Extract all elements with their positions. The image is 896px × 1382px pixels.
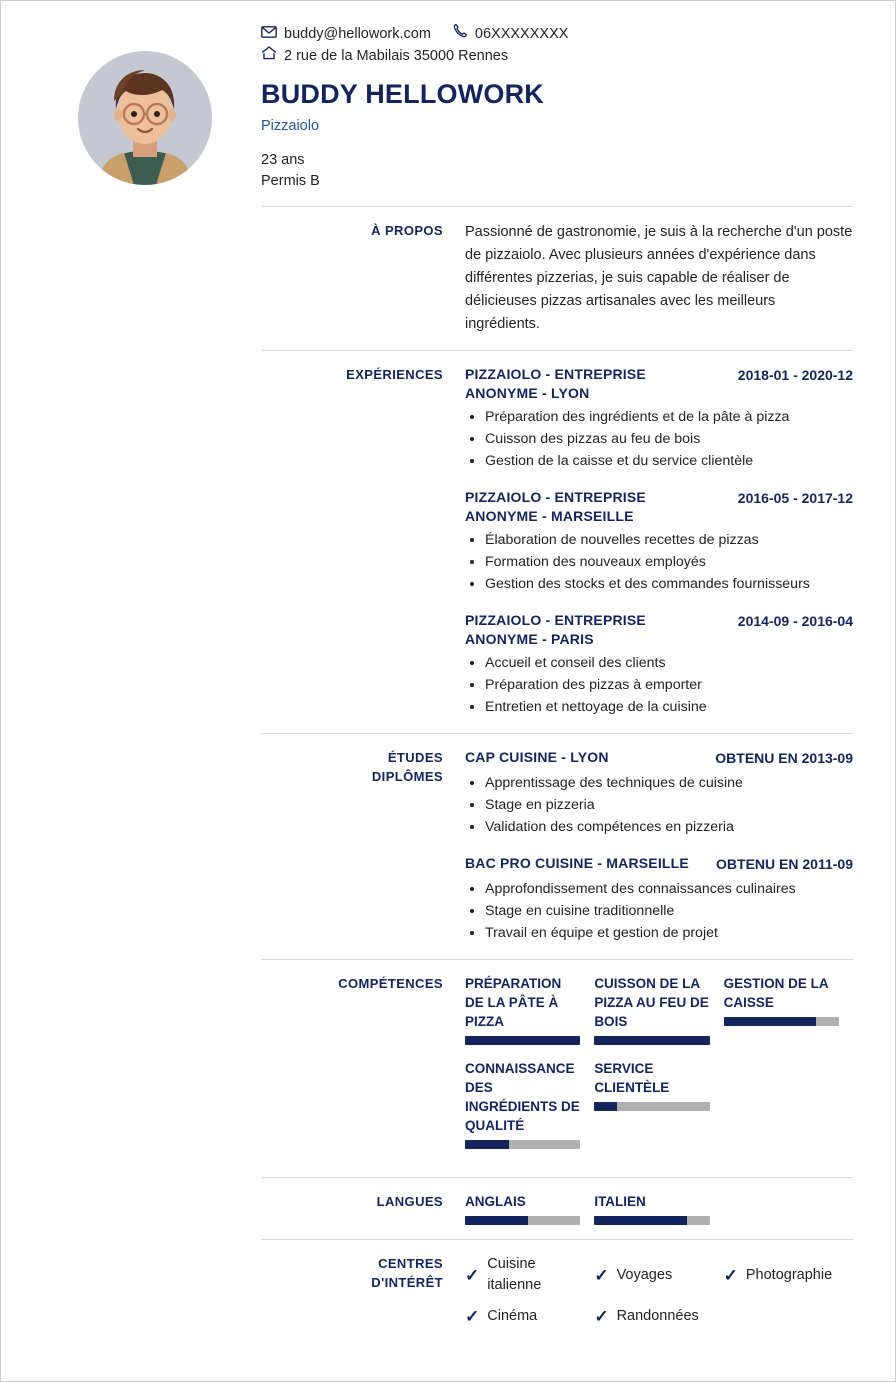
- education-date: OBTENU EN 2013-09: [715, 750, 853, 766]
- experience-bullets: [465, 530, 853, 595]
- section-interests: [261, 1239, 853, 1351]
- section-languages: [261, 1177, 853, 1239]
- education-date: OBTENU EN 2011-09: [716, 856, 853, 872]
- phone-icon: [453, 23, 468, 45]
- experience-head: [465, 488, 853, 526]
- section-label-education-line2: DIPLÔMES: [371, 769, 443, 784]
- language-spacer: [724, 1192, 853, 1225]
- list-item: • Gestion des stocks et des commandes fournisseurs: [485, 574, 853, 595]
- interest-item: [465, 1306, 594, 1327]
- email-line: [261, 23, 431, 45]
- section-experiences: [261, 350, 853, 733]
- section-about: [261, 206, 853, 350]
- skill-item: [465, 1059, 594, 1149]
- skill-bar: [465, 1036, 580, 1045]
- experience-date: 2016-05 - 2017-12: [737, 490, 853, 506]
- list-item: • Validation des compétences en pizzeria: [485, 817, 853, 838]
- about-text: Passionné de gastronomie, je suis à la recherche d'un poste de pizzaiolo. Avec plusieurs années d'expérience dans différentes pizzerias, je suis capable de réaliser de délicieuses pizzas artisanales avec les meilleurs ingrédients.: [465, 224, 853, 332]
- home-icon: [261, 45, 277, 67]
- language-bar: [594, 1216, 709, 1225]
- skill-item: [465, 974, 594, 1045]
- skill-name: GESTION DE LA CAISSE: [723, 976, 829, 1010]
- age-text: 23 ans: [261, 152, 305, 168]
- education-head: [465, 854, 853, 875]
- language-name: ITALIEN: [594, 1194, 646, 1209]
- skills-grid: [465, 974, 853, 1163]
- email-text: buddy@hellowork.com: [284, 26, 431, 42]
- list-item: • Apprentissage des techniques de cuisine: [485, 773, 853, 794]
- experience-item: [465, 365, 853, 472]
- experience-title: PIZZAIOLO - ENTREPRISE ANONYME - LYON: [465, 366, 646, 401]
- section-label-education: [261, 748, 465, 945]
- interest-label: Randonnées: [616, 1308, 699, 1324]
- check-icon: ✓: [594, 1265, 609, 1285]
- address-text: 2 rue de la Mabilais 35000 Rennes: [284, 48, 509, 64]
- avatar: [78, 51, 212, 185]
- experience-item: [465, 611, 853, 718]
- experience-date: 2018-01 - 2020-12: [737, 367, 853, 383]
- interest-item: [594, 1254, 723, 1296]
- skill-item: [594, 974, 723, 1045]
- interests-body: [465, 1254, 853, 1337]
- skill-bar: [724, 1017, 839, 1026]
- languages-body: [465, 1192, 853, 1225]
- check-icon: ✓: [465, 1265, 480, 1285]
- experience-date: 2014-09 - 2016-04: [737, 613, 853, 629]
- section-label-interests-line1: CENTRES: [378, 1256, 443, 1271]
- language-bar: [465, 1216, 580, 1225]
- section-label-about: À PROPOS: [371, 223, 443, 238]
- envelope-icon: [261, 23, 277, 45]
- avatar-illustration: [78, 51, 212, 185]
- list-item: • Élaboration de nouvelles recettes de pizzas: [485, 530, 853, 551]
- phone-line: [453, 23, 569, 45]
- list-item: • Entretien et nettoyage de la cuisine: [485, 697, 853, 718]
- language-bar-fill: [465, 1216, 528, 1225]
- skill-bar-fill: [594, 1036, 709, 1045]
- job-title: Pizzaiolo: [261, 118, 320, 134]
- interest-label: Cinéma: [487, 1308, 538, 1324]
- address-line: [261, 45, 853, 67]
- personal-meta: [261, 150, 853, 192]
- section-label-interests-line2: D'INTÉRÊT: [371, 1275, 443, 1290]
- interest-label: Voyages: [616, 1266, 673, 1283]
- language-item: [465, 1192, 594, 1225]
- skill-bar-fill: [594, 1102, 617, 1111]
- education-title: CAP CUISINE - LYON: [465, 749, 609, 765]
- cv-root: [29, 23, 853, 1351]
- languages-grid: [465, 1192, 853, 1225]
- experiences-list: [465, 365, 853, 719]
- list-item: • Stage en cuisine traditionnelle: [485, 901, 853, 922]
- experience-title: PIZZAIOLO - ENTREPRISE ANONYME - MARSEILLE: [465, 489, 646, 524]
- photo-column: [29, 23, 261, 185]
- experience-bullets: [465, 653, 853, 718]
- section-education: [261, 733, 853, 959]
- education-bullets: [465, 773, 853, 838]
- page-title: BUDDY HELLOWORK: [261, 79, 544, 109]
- skill-bar: [465, 1140, 580, 1149]
- skill-bar-fill: [724, 1017, 816, 1026]
- list-item: • Approfondissement des connaissances culinaires: [485, 879, 853, 900]
- list-item: • Cuisson des pizzas au feu de bois: [485, 429, 853, 450]
- check-icon: ✓: [723, 1265, 738, 1285]
- skill-bar: [594, 1102, 709, 1111]
- skill-bar: [594, 1036, 709, 1045]
- list-item: • Préparation des pizzas à emporter: [485, 675, 853, 696]
- list-item: • Formation des nouveaux employés: [485, 552, 853, 573]
- skill-name: PRÉPARATION DE LA PÂTE À PIZZA: [465, 976, 562, 1029]
- interest-label: Photographie: [745, 1266, 833, 1283]
- check-icon: ✓: [465, 1307, 480, 1326]
- section-label-languages: LANGUES: [376, 1194, 443, 1209]
- section-label-skills: COMPÉTENCES: [338, 976, 443, 991]
- cv-content: [261, 23, 853, 1351]
- education-list: [465, 748, 853, 945]
- experience-head: [465, 611, 853, 649]
- experience-head: [465, 365, 853, 403]
- interests-grid: [465, 1254, 853, 1337]
- interest-item: [594, 1306, 723, 1327]
- section-label-interests: [261, 1254, 465, 1337]
- section-label-education-line1: ÉTUDES: [387, 750, 443, 765]
- skill-bar-fill: [465, 1036, 580, 1045]
- experience-item: [465, 488, 853, 595]
- education-head: [465, 748, 853, 769]
- skill-item: [724, 974, 853, 1045]
- skills-body: [465, 974, 853, 1163]
- language-item: [594, 1192, 723, 1225]
- education-item: [465, 748, 853, 838]
- list-item: • Travail en équipe et gestion de projet: [485, 923, 853, 944]
- language-bar-fill: [594, 1216, 686, 1225]
- list-item: • Gestion de la caisse et du service clientèle: [485, 451, 853, 472]
- language-name: ANGLAIS: [465, 1194, 526, 1209]
- interest-item: [724, 1254, 853, 1296]
- experience-bullets: [465, 407, 853, 472]
- skill-name: CUISSON DE LA PIZZA AU FEU DE BOIS: [594, 976, 709, 1029]
- section-skills: [261, 959, 853, 1177]
- experience-title: PIZZAIOLO - ENTREPRISE ANONYME - PARIS: [465, 612, 646, 647]
- section-label-experiences: EXPÉRIENCES: [346, 367, 443, 382]
- check-icon: ✓: [594, 1307, 609, 1326]
- list-item: • Stage en pizzeria: [485, 795, 853, 816]
- skill-name: CONNAISSANCE DES INGRÉDIENTS DE QUALITÉ: [465, 1061, 580, 1133]
- interest-label: Cuisine italienne: [487, 1256, 542, 1293]
- skill-bar-fill: [465, 1140, 509, 1149]
- education-bullets: [465, 879, 853, 944]
- education-title: BAC PRO CUISINE - MARSEILLE: [465, 855, 689, 871]
- phone-text: 06XXXXXXXX: [474, 26, 569, 42]
- list-item: • Préparation des ingrédients et de la pâte à pizza: [485, 407, 853, 428]
- education-item: [465, 854, 853, 944]
- skill-name: SERVICE CLIENTÈLE: [594, 1061, 670, 1095]
- skill-item: [594, 1059, 723, 1149]
- contact-row: [261, 23, 853, 45]
- list-item: • Accueil et conseil des clients: [485, 653, 853, 674]
- licence-text: Permis B: [261, 173, 320, 189]
- interest-item: [465, 1254, 594, 1296]
